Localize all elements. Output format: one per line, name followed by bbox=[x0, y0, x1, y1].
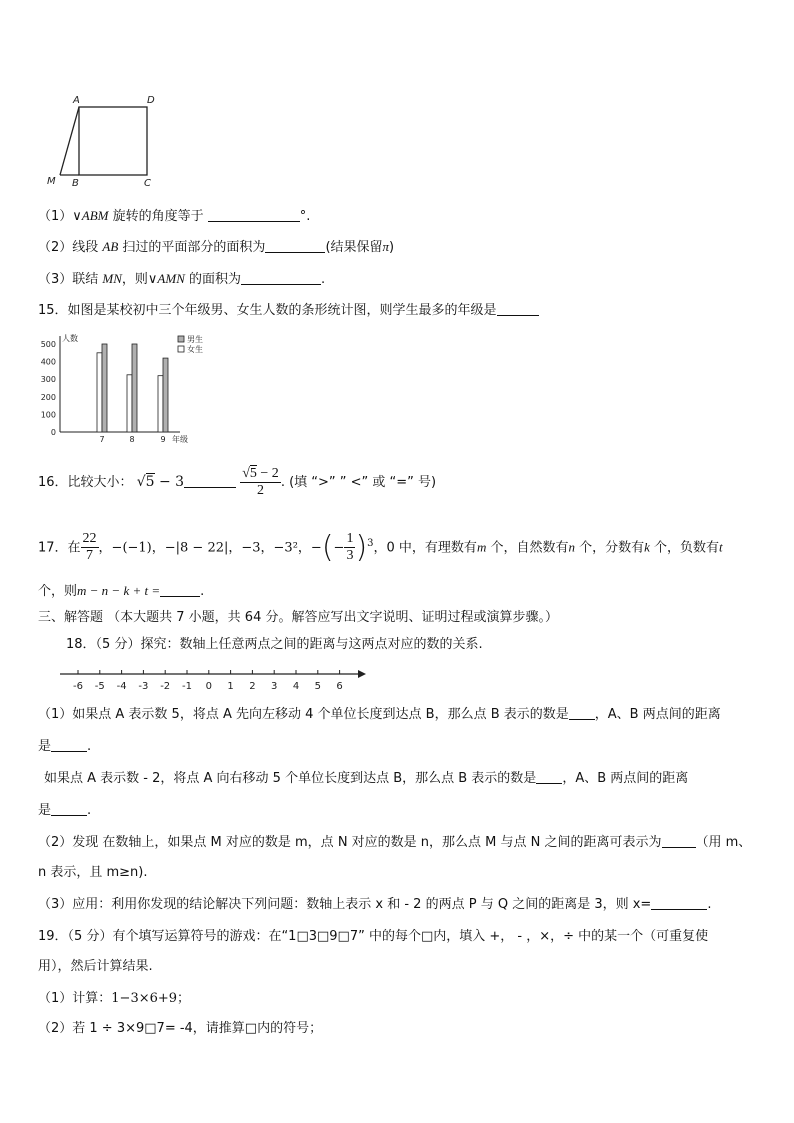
axis-tick-label: -1 bbox=[182, 681, 192, 692]
q18-part1-b: 是 . bbox=[38, 739, 92, 754]
answer-blank[interactable] bbox=[160, 583, 200, 597]
q15-text: 15．如图是某校初中三个年级男、女生人数的条形统计图，则学生最多的年级是 bbox=[38, 302, 539, 320]
x-axis-label: 年级 bbox=[172, 435, 188, 444]
q18-part2-a: （2）发现 在数轴上，如果点 M 对应的数是 m，点 N 对应的数是 n，那么点 M 与点 N 之间的距离可表示为 （用 m、 bbox=[38, 835, 752, 850]
square-abcd bbox=[79, 107, 147, 175]
q19-part1: （1）计算：1−3×6+9； bbox=[38, 991, 191, 1006]
x-tick-label: 9 bbox=[160, 435, 166, 444]
q18-part1-d: 是 . bbox=[38, 803, 92, 818]
label-m: M bbox=[47, 176, 56, 187]
axis-tick-label: 3 bbox=[271, 681, 278, 692]
y-axis-label: 人数 bbox=[62, 334, 78, 343]
axis-tick-label: -5 bbox=[94, 681, 105, 692]
answer-blank[interactable] bbox=[51, 802, 87, 816]
q14-part2: （2）线段 AB 扫过的平面部分的面积为 (结果保留π) bbox=[38, 239, 395, 255]
label-a: A bbox=[73, 95, 80, 106]
answer-blank[interactable] bbox=[662, 834, 696, 848]
axis-tick-label: 2 bbox=[249, 681, 256, 692]
q18-part2-b: n 表示，且 m≥n). bbox=[38, 865, 148, 880]
segment-am bbox=[60, 107, 79, 175]
y-tick-label: 100 bbox=[40, 410, 56, 420]
y-tick-label: 400 bbox=[40, 357, 56, 367]
y-tick-label: 500 bbox=[40, 340, 56, 349]
bar-9-女生 bbox=[158, 376, 163, 432]
answer-blank[interactable] bbox=[241, 271, 321, 285]
answer-blank[interactable] bbox=[208, 208, 300, 222]
axis-tick-label: -3 bbox=[138, 681, 149, 692]
fraction-1-over-3: $\frac{1}{3}$ bbox=[346, 531, 354, 564]
answer-blank[interactable] bbox=[265, 239, 325, 253]
q16-text: 16．比较大小： √5 − 3 $\frac{√5 - 2}{2}$ . (填 “>” ” <” 或 “=” 号) bbox=[38, 466, 437, 498]
x-tick-label: 8 bbox=[129, 435, 135, 444]
y-tick-label: 300 bbox=[40, 375, 56, 385]
fraction-22-over-7: $\frac{22}{7}$ bbox=[82, 531, 97, 564]
bar-8-男生 bbox=[132, 344, 137, 432]
answer-blank[interactable] bbox=[569, 706, 595, 720]
axis-tick-label: 0 bbox=[205, 681, 212, 692]
q19-line1: 19．（5 分）有个填写运算符号的游戏：在“1□3□9□7” 中的每个□内，填入 +， - ，×，÷ 中的某一个（可重复使 bbox=[38, 929, 709, 944]
q18-title: 18．（5 分）探究：数轴上任意两点之间的距离与这两点对应的数的关系. bbox=[66, 637, 483, 652]
q19-part2: （2）若 1 ÷ 3×9□7= -4，请推算□内的符号； bbox=[38, 1021, 323, 1036]
answer-blank[interactable] bbox=[51, 738, 87, 752]
answer-blank[interactable] bbox=[184, 474, 236, 488]
bar-chart bbox=[34, 330, 224, 445]
answer-blank[interactable] bbox=[651, 896, 707, 910]
bar-7-男生 bbox=[102, 344, 107, 432]
axis-tick-label: -4 bbox=[116, 681, 127, 692]
legend-swatch-女生 bbox=[178, 346, 184, 352]
number-line bbox=[58, 664, 368, 696]
q18-part1-c: 如果点 A 表示数 - 2，将点 A 向右移动 5 个单位长度到达点 B，那么点 B 表示的数是 ，A、B 两点间的距离 bbox=[44, 771, 689, 786]
q14-part3: （3）联结 MN，则∨AMN 的面积为 . bbox=[38, 271, 326, 287]
legend-label: 女生 bbox=[187, 345, 203, 354]
axis-tick-label: 4 bbox=[292, 681, 300, 692]
axis-tick-label: 1 bbox=[227, 681, 234, 692]
y-tick-label: 0 bbox=[50, 428, 56, 437]
q18-part1-a: （1）如果点 A 表示数 5，将点 A 先向左移动 4 个单位长度到达点 B，那么点 B 表示的数是 ，A、B 两点间的距离 bbox=[38, 707, 721, 722]
q17-line1: 17．在 $\frac{22}{7}$ ，−(−1)，−|8 − 22|，−3，−3²，−(− $\frac{1}{3}$ )$^3$，0 中，有理数有m 个，自然数有n 个，分数有k 个，负数有t bbox=[38, 529, 723, 565]
bar-7-女生 bbox=[97, 353, 102, 432]
fraction-sqrt5-minus2-over-2: $\frac{√5 - 2}{2}$ bbox=[242, 466, 279, 498]
legend-swatch-男生 bbox=[178, 336, 184, 342]
q19-line2: 用），然后计算结果. bbox=[38, 959, 153, 974]
axis-tick-label: 5 bbox=[314, 681, 321, 692]
sqrt-expression: √5 − 3 bbox=[136, 474, 185, 490]
bar-8-女生 bbox=[127, 375, 132, 432]
label-b: B bbox=[72, 178, 79, 189]
y-tick-label: 200 bbox=[40, 392, 56, 402]
answer-blank[interactable] bbox=[497, 302, 539, 316]
x-tick-label: 7 bbox=[99, 435, 105, 444]
label-d: D bbox=[147, 95, 155, 106]
q18-part3: （3）应用：利用你发现的结论解决下列问题：数轴上表示 x 和 - 2 的两点 P 与 Q 之间的距离是 3，则 x= . bbox=[38, 897, 712, 912]
section-3-title: 三、解答题 （本大题共 7 小题，共 64 分。解答应写出文字说明、证明过程或演算步骤。） bbox=[38, 610, 558, 625]
square-figure bbox=[40, 92, 170, 192]
axis-arrow bbox=[358, 670, 366, 678]
answer-blank[interactable] bbox=[536, 770, 562, 784]
legend-label: 男生 bbox=[187, 335, 203, 344]
axis-tick-label: -6 bbox=[73, 681, 83, 692]
axis-tick-label: 6 bbox=[336, 681, 343, 692]
q14-part1: （1）∨ABM 旋转的角度等于 °. bbox=[38, 208, 311, 224]
label-c: C bbox=[144, 178, 151, 189]
bar-9-男生 bbox=[163, 358, 168, 432]
axis-tick-label: -2 bbox=[160, 681, 171, 692]
q17-line2: 个，则m − n − k + t = . bbox=[38, 583, 205, 599]
